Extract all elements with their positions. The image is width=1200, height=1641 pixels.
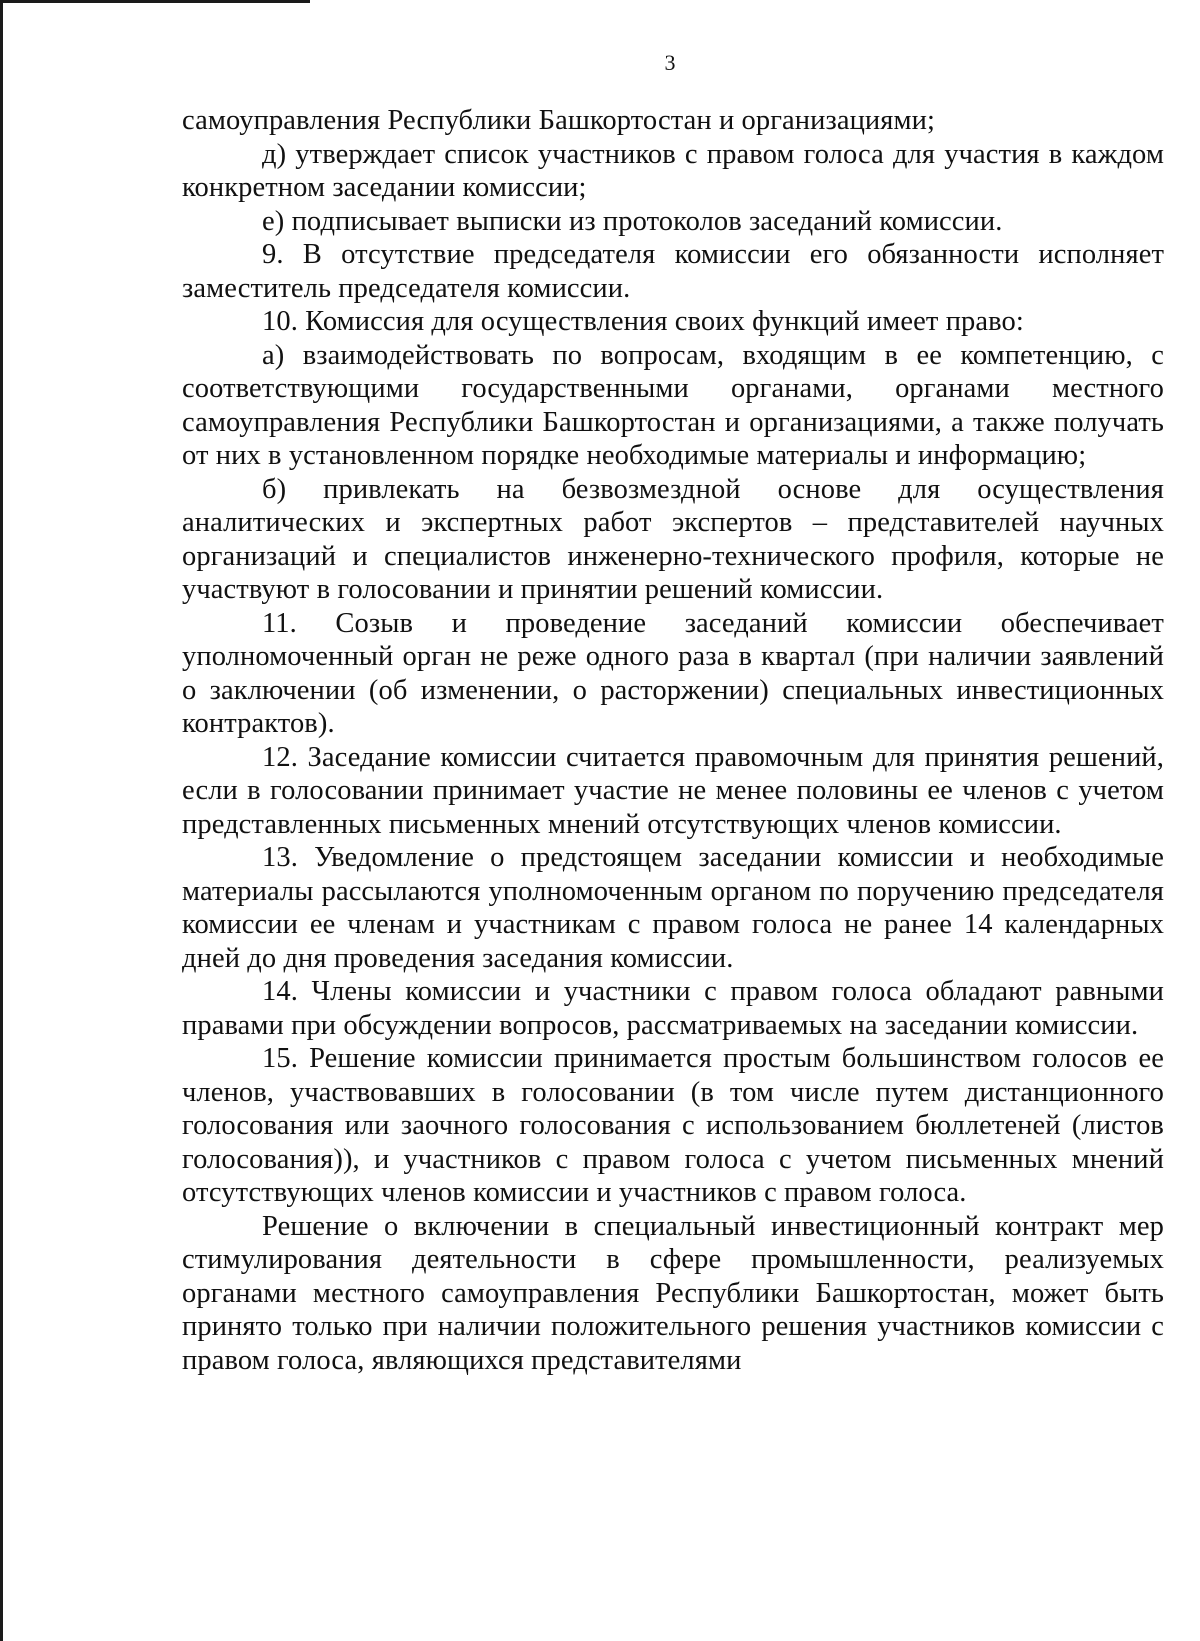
scan-border-left bbox=[0, 0, 3, 1641]
paragraph: д) утверждает список участников с правом голоса для участия в каждом конкретном заседании комиссии; bbox=[182, 138, 1164, 203]
paragraph: 15. Решение комиссии принимается простым большинством голосов ее членов, участвовавших в голосовании (в том числе путем дистанционного голосования или заочного голосования с использованием бюллетеней (листов голосования)), и участников с правом голоса с учетом письменных мнений отсутствующих членов комиссии и участников с правом голоса. bbox=[182, 1043, 1164, 1208]
paragraph: 9. В отсутствие председателя комиссии его обязанности исполняет заместитель председателя комиссии. bbox=[182, 239, 1164, 304]
paragraph: е) подписывает выписки из протоколов заседаний комиссии. bbox=[262, 205, 1003, 237]
document-body bbox=[182, 104, 1164, 1377]
paragraph: 14. Члены комиссии и участники с правом голоса обладают равными правами при обсуждении вопросов, рассматриваемых на заседании комиссии. bbox=[182, 976, 1164, 1041]
page-number: 3 bbox=[664, 50, 676, 75]
paragraph: а) взаимодействовать по вопросам, входящим в ее компетенцию, с соответствующими государственными органами, органами местного самоуправления Республики Башкортостан и организациями, а также получать от них в установленном порядке необходимые материалы и информацию; bbox=[182, 339, 1164, 471]
paragraph: Решение о включении в специальный инвестиционный контракт мер стимулирования деятельности в сфере промышленности, реализуемых органами местного самоуправления Республики Башкортостан, может быть принято только при наличии положительного решения участников комиссии с правом голоса, являющихся представителями bbox=[182, 1210, 1164, 1376]
paragraph: 12. Заседание комиссии считается правомочным для принятия решений, если в голосовании принимает участие не менее половины ее членов с учетом представленных письменных мнений отсутствующих членов комиссии. bbox=[182, 741, 1164, 840]
paragraph: б) привлекать на безвозмездной основе для осуществления аналитических и экспертных работ экспертов – представителей научных организаций и специалистов инженерно-технического профиля, которые не участвуют в голосовании и принятии решений комиссии. bbox=[182, 473, 1164, 605]
scan-border-top bbox=[0, 0, 310, 3]
paragraph: самоуправления Республики Башкортостан и организациями; bbox=[182, 105, 935, 136]
paragraph: 11. Созыв и проведение заседаний комиссии обеспечивает уполномоченный орган не реже одного раза в квартал (при наличии заявлений о заключении (об изменении, о расторжении) специальных инвестиционных контрактов). bbox=[182, 607, 1164, 739]
paragraph: 10. Комиссия для осуществления своих функций имеет право: bbox=[262, 306, 1024, 337]
paragraph: 13. Уведомление о предстоящем заседании комиссии и необходимые материалы рассылаются уполномоченным органом по поручению председателя комиссии ее членам и участникам с правом голоса не ранее 14 календарных дней до дня проведения заседания комиссии. bbox=[182, 842, 1164, 974]
